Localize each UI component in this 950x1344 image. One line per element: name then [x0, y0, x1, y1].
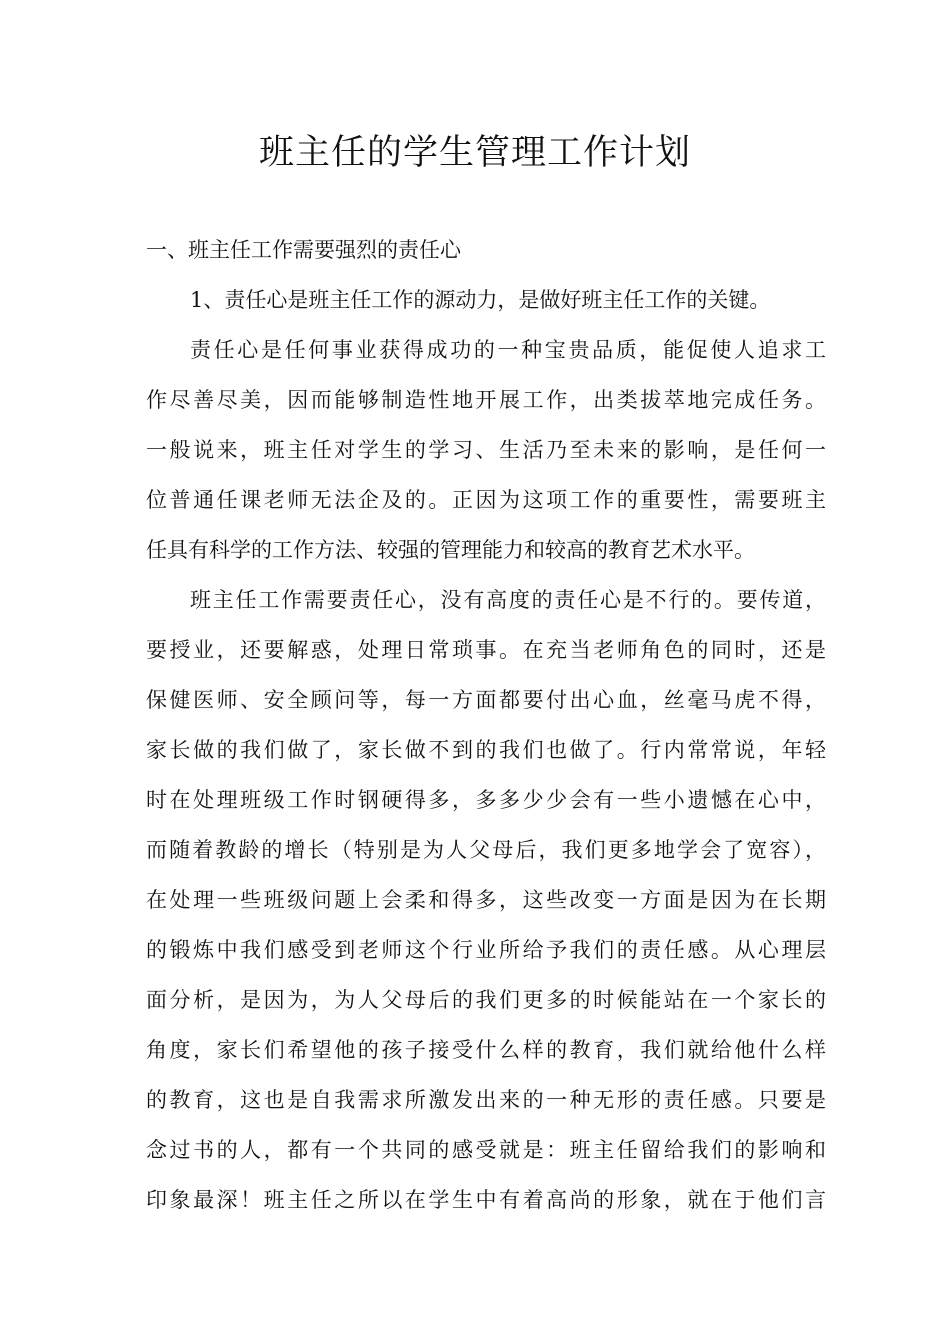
paragraph-line: 要授业，还要解惑，处理日常琐事。在充当老师角色的同时，还是	[146, 638, 826, 662]
paragraph-line: 责任心是任何事业获得成功的一种宝贵品质，能促使人追求工	[190, 338, 826, 362]
paragraph-line: 的锻炼中我们感受到老师这个行业所给予我们的责任感。从心理层	[146, 938, 826, 962]
paragraph-line: 印象最深！班主任之所以在学生中有着高尚的形象，就在于他们言	[146, 1188, 826, 1212]
paragraph-line: 在处理一些班级问题上会柔和得多，这些改变一方面是因为在长期	[146, 888, 826, 912]
paragraph-line: 保健医师、安全顾问等，每一方面都要付出心血，丝毫马虎不得，	[146, 688, 826, 712]
paragraph-line: 作尽善尽美，因而能够制造性地开展工作，出类拔萃地完成任务。	[146, 388, 826, 412]
paragraph-line: 角度，家长们希望他的孩子接受什么样的教育，我们就给他什么样	[146, 1038, 826, 1062]
paragraph-line: 念过书的人，都有一个共同的感受就是：班主任留给我们的影响和	[146, 1138, 826, 1162]
paragraph-line: 班主任工作需要责任心，没有高度的责任心是不行的。要传道，	[190, 588, 826, 612]
paragraph-line: 1、责任心是班主任工作的源动力，是做好班主任工作的关键。	[190, 288, 771, 312]
paragraph-line: 一般说来，班主任对学生的学习、生活乃至未来的影响，是任何一	[146, 438, 826, 462]
paragraph-line: 的教育，这也是自我需求所激发出来的一种无形的责任感。只要是	[146, 1088, 826, 1112]
paragraph-line: 面分析，是因为，为人父母后的我们更多的时候能站在一个家长的	[146, 988, 826, 1012]
paragraph-line: 而随着教龄的增长（特别是为人父母后，我们更多地学会了宽容），	[146, 838, 826, 862]
paragraph-line: 任具有科学的工作方法、较强的管理能力和较高的教育艺术水平。	[146, 538, 755, 562]
paragraph-line: 家长做的我们做了，家长做不到的我们也做了。行内常常说，年轻	[146, 738, 826, 762]
section-heading: 一、班主任工作需要强烈的责任心	[146, 238, 461, 262]
document-title: 班主任的学生管理工作计划	[258, 133, 691, 173]
paragraph-line: 时在处理班级工作时钢硬得多，多多少少会有一些小遗憾在心中，	[146, 788, 826, 812]
paragraph-line: 位普通任课老师无法企及的。正因为这项工作的重要性，需要班主	[146, 488, 826, 512]
